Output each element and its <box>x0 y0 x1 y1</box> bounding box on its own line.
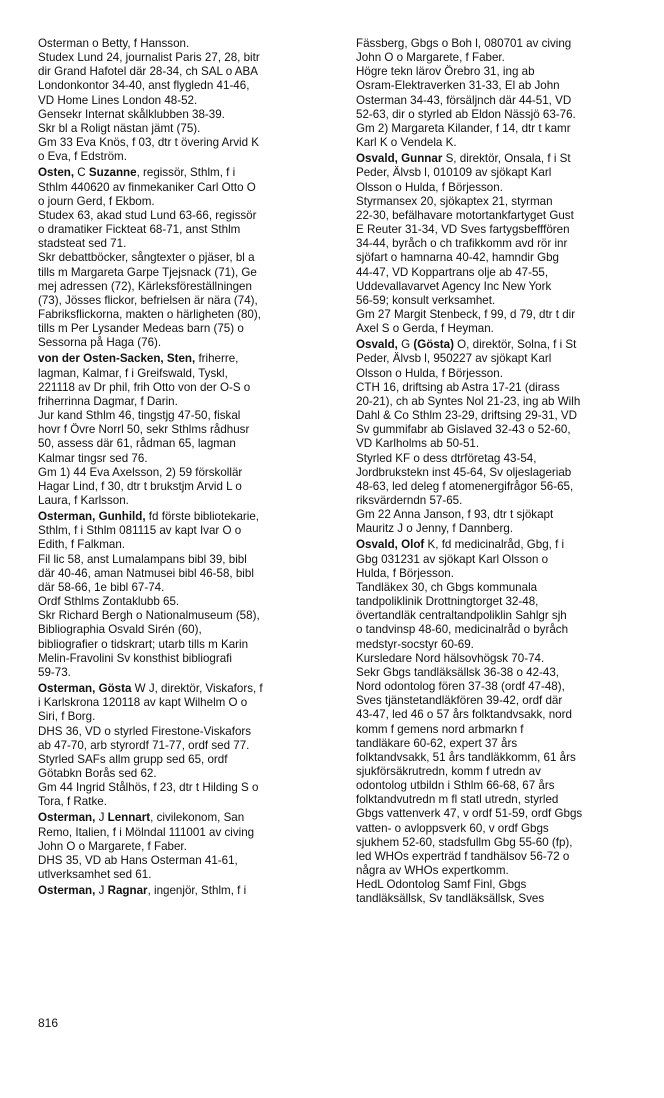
entry-heading-detail: , ingenjör, Sthlm, f i <box>147 884 247 898</box>
entry-text-line: 43-47, led 46 o 57 års folktandvsakk, nord <box>356 708 572 722</box>
entry-name: Osvald, Olof <box>356 538 425 552</box>
entry-text-line: i Karlskrona 120118 av kapt Wilhelm O o <box>38 696 248 710</box>
entry-text-line: Remo, Italien, f i Mölndal 111001 av civing <box>38 825 255 839</box>
entry-text-line: tandpoliklinik Drottningtorget 32-48, <box>356 595 539 609</box>
entry-heading-detail: W J, direktör, Viskafors, f <box>131 682 263 696</box>
entry-text-line: där 40-46, aman Natmusei bibl 46-58, bibl <box>38 566 254 580</box>
entry-text-line: Nord odontolog fören 37-38 (ordf 47-48), <box>356 680 565 694</box>
entry-text-line: Bibliographia Osvald Sirén (60), <box>38 623 202 637</box>
entry-text-line: Skr bl a Roligt nästan jämt (75). <box>38 121 201 135</box>
entry-heading-detail: , civilekonom, San <box>150 811 245 825</box>
biography-entry <box>356 152 662 336</box>
entry-text-line: Fil lic 58, anst Lumalampans bibl 39, bibl <box>38 552 247 566</box>
entry-text-line: Styrled KF o dess dtrföretag 43-54, <box>356 451 537 465</box>
entry-heading-line <box>38 352 340 366</box>
entry-name: Osterman, <box>38 811 96 825</box>
entry-text-line: Gbgs vattenverk 47, v ordf 51-59, ordf Gbgs <box>356 807 583 821</box>
entry-text-line: Fabriksflickorna, makten o härligheten (80), <box>38 307 261 321</box>
entry-name: Osterman, <box>38 884 96 898</box>
biography-entry <box>38 884 340 898</box>
entry-text-line: 52-63, dir o styrled ab Eldon Nässjö 63-76. <box>356 107 576 121</box>
entry-text-line: Olsson o Hulda, f Börjesson. <box>356 366 503 380</box>
entry-text-line: Kalmar tingsr sed 76. <box>38 451 148 465</box>
entry-heading-line <box>356 338 662 352</box>
entry-text-line: John O o Margarete, f Faber. <box>38 839 187 853</box>
biography-entry <box>356 338 662 536</box>
entry-heading-detail: K, fd medicinalråd, Gbg, f i <box>424 538 565 552</box>
left-column <box>38 37 340 900</box>
entry-text-line: Siri, f Borg. <box>38 710 96 724</box>
entry-text-line: tandläksällsk, Sv tandläksällsk, Sves <box>356 892 545 906</box>
entry-text-line: folktandvutredn m fl statl utredn, styrled <box>356 793 559 807</box>
entry-name: Osterman, Gösta <box>38 682 132 696</box>
entry-text-line: DHS 35, VD ab Hans Osterman 41-61, <box>38 853 238 867</box>
entry-text-line: Peder, Älvsb l, 010109 av sjökapt Karl <box>356 166 552 180</box>
entry-text-line: HedL Odontolog Samf Finl, Gbgs <box>356 878 527 892</box>
entry-text-line: Sv gummifabr ab Gislaved 32-43 o 52-60, <box>356 423 571 437</box>
entry-initials: G <box>397 338 414 352</box>
entry-text-line: Laura, f Karlsson. <box>38 494 129 507</box>
entry-text-line: Mauritz J o Jenny, f Dannberg. <box>356 522 514 536</box>
entry-text-line: John O o Margarete, f Faber. <box>356 51 505 65</box>
biography-entry <box>356 538 662 906</box>
entry-heading-line <box>38 884 340 898</box>
biography-entry <box>38 37 340 164</box>
entry-text-line: sjukhem 52-60, stadsfullm Gbg 55-60 (fp), <box>356 835 573 849</box>
entry-name: Osvald, <box>356 338 398 352</box>
entry-text-line: utlverksamhet sed 61. <box>38 868 152 882</box>
entry-text-line: Edith, f Falkman. <box>38 538 125 552</box>
entry-text-line: Styrmansex 20, sjökaptex 21, styrman <box>356 194 553 208</box>
entry-heading-detail: S, direktör, Onsala, f i St <box>442 152 571 166</box>
entry-name: Osten, <box>38 166 75 180</box>
entry-heading-line <box>38 166 340 180</box>
entry-text-line: E Reuter 31-34, VD Sves fartygsbefffören <box>356 223 570 237</box>
entry-text-line: Skr Richard Bergh o Nationalmuseum (58), <box>38 609 260 623</box>
entry-text-line: 221118 av Dr phil, frih Otto von der O-S o <box>38 380 251 394</box>
entry-name: Osvald, Gunnar <box>356 152 443 166</box>
entry-text-line: friherrinna Dagmar, f Darin. <box>38 394 178 408</box>
entry-text-line: stadsteat sed 71. <box>38 237 127 251</box>
entry-heading-line <box>38 811 340 825</box>
entry-text-line: Sessorna på Haga (76). <box>38 336 162 350</box>
entry-text-line: odontolog utbildn i Sthlm 66-68, 67 års <box>356 779 555 793</box>
entry-text-line: riksvärderndn 57-65. <box>356 494 463 507</box>
entry-text-line: o tandvinsp 48-60, medicinalråd o byråch <box>356 623 569 637</box>
entry-text-line: Studex Lund 24, journalist Paris 27, 28, bitr <box>38 51 260 65</box>
entry-text-line: mej adressen (72), Kärleksföreställningen <box>38 279 252 293</box>
entry-text-line: Tandläkex 30, ch Gbgs kommunala <box>356 580 538 594</box>
entry-text-line: Studex 63, akad stud Lund 63-66, regissör <box>38 208 257 222</box>
biography-entry <box>38 811 340 882</box>
entry-text-line: Jordbrukstekn inst 45-64, Sv oljeslageriab <box>356 465 572 479</box>
entry-text-line: Gm 44 Ingrid Stålhös, f 23, dtr t Hilding S o <box>38 781 259 795</box>
entry-text-line: o Eva, f Edström. <box>38 150 127 164</box>
entry-heading-detail: , regissör, Sthlm, f i <box>136 166 236 180</box>
entry-text-line: Skr debattböcker, sångtexter o pjäser, bl a <box>38 251 255 265</box>
biography-entry <box>38 352 340 508</box>
entry-text-line: Kursledare Nord hälsovhögsk 70-74. <box>356 651 545 665</box>
entry-text-line: Olsson o Hulda, f Börjesson. <box>356 180 503 194</box>
entry-text-line: 44-47, VD Koppartrans olje ab 47-55, <box>356 265 549 279</box>
entry-given-name: Suzanne <box>88 166 137 180</box>
entry-text-line: VD Karlholms ab 50-51. <box>356 437 480 451</box>
entry-text-line: Gm 33 Eva Knös, f 03, dtr t övering Arvid K <box>38 136 260 150</box>
entry-text-line: Jur kand Sthlm 46, tingstjg 47-50, fiskal <box>38 409 241 423</box>
entry-heading-line <box>356 538 662 552</box>
entry-text-line: led WHOs experträd f tandhälsov 56-72 o <box>356 849 570 863</box>
entry-text-line: DHS 36, VD o styrled Firestone-Viskafors <box>38 724 252 738</box>
entry-text-line: 22-30, befälhavare motortankfartyget Gust <box>356 208 574 222</box>
page-number: 816 <box>38 1016 59 1030</box>
entry-text-line: tills m Per Lysander Medeas barn (75) o <box>38 322 244 336</box>
entry-text-line: tandläkare 60-62, expert 37 års <box>356 736 518 750</box>
entry-text-line: Londonkontor 34-40, anst flygledn 41-46, <box>38 79 250 93</box>
entry-text-line: o dramatiker Fickteat 68-71, anst Sthlm <box>38 223 241 237</box>
entry-name: Osterman, Gunhild, <box>38 510 146 524</box>
entry-text-line: Gbg 031231 av sjökapt Karl Olsson o <box>356 552 549 566</box>
biography-entry <box>38 682 340 809</box>
entry-text-line: Gm 1) 44 Eva Axelsson, 2) 59 förskollär <box>38 465 243 479</box>
entry-text-line: Osterman o Betty, f Hansson. <box>38 37 190 50</box>
entry-text-line: vatten- o avloppsverk 60, v ordf Gbgs <box>356 821 549 835</box>
entry-given-name: Lennart <box>107 811 151 825</box>
entry-heading-line <box>38 682 340 696</box>
entry-text-line: Gm 2) Margareta Kilander, f 14, dtr t kamr <box>356 121 571 135</box>
entry-name: von der Osten-Sacken, Sten, <box>38 352 196 366</box>
entry-text-line: Styrled SAFs allm grupp sed 65, ordf <box>38 752 228 766</box>
entry-text-line: Götabkn Borås sed 62. <box>38 766 157 780</box>
entry-heading-line <box>38 510 340 524</box>
entry-text-line: 48-63, led deleg f atomenergifrågor 56-65, <box>356 479 574 493</box>
entry-text-line: Tora, f Ratke. <box>38 795 107 809</box>
entry-text-line: 20-21), ch ab Syntes Nol 21-23, ing ab Wilh <box>356 394 581 408</box>
entry-text-line: Sthlm, f i Sthlm 081115 av kapt Ivar O o <box>38 524 242 538</box>
entry-given-name: (Gösta) <box>413 338 454 352</box>
entry-text-line: Hagar Lind, f 30, dtr t brukstjm Arvid L o <box>38 479 242 493</box>
entry-text-line: dir Grand Hafotel där 28-34, ch SAL o ABA <box>38 65 258 79</box>
entry-text-line: 34-44, byråch o ch trafikkomm avd rör inr <box>356 237 568 251</box>
entry-text-line: övertandläk centraltandpoliklin Sahlgr sjh <box>356 609 567 623</box>
entry-text-line: Peder, Älvsb l, 950227 av sjökapt Karl <box>356 352 552 366</box>
entry-text-line: Ordf Sthlms Zontaklubb 65. <box>38 595 180 609</box>
entry-text-line: några av WHOs expertkomm. <box>356 864 509 878</box>
entry-heading-detail: fd förste bibliotekarie, <box>145 510 259 524</box>
entry-heading-detail: O, direktör, Solna, f i St <box>453 338 577 352</box>
entry-text-line: Osterman 34-43, försäljnch där 44-51, VD <box>356 93 572 107</box>
entry-text-line: Osram-Elektraverken 31-33, El ab John <box>356 79 560 93</box>
entry-text-line: folktandvsakk, 51 års tandläkkomm, 61 års <box>356 750 576 764</box>
entry-text-line: sjukförsäkrutredn, komm f utredn av <box>356 764 541 778</box>
entry-text-line: CTH 16, driftsing ab Astra 17-21 (dirass <box>356 380 560 394</box>
entry-heading-line <box>356 152 662 166</box>
entry-text-line: bibliografier o tidskrart; utarb tills m Karin <box>38 637 249 651</box>
entry-text-line: 59-73. <box>38 665 71 679</box>
entry-text-line: tills m Margareta Garpe Tjejsnack (71), Ge <box>38 265 257 279</box>
entry-text-line: 56-59; konsult verksamhet. <box>356 293 496 307</box>
entry-text-line: 50, assess där 61, rådman 65, lagman <box>38 437 236 451</box>
biography-entry <box>356 37 662 150</box>
entry-text-line: o journ Gerd, f Ekbom. <box>38 194 155 208</box>
entry-text-line: Fässberg, Gbgs o Boh l, 080701 av civing <box>356 37 572 50</box>
entry-initials: C <box>74 166 89 180</box>
entry-text-line: Sthlm 440620 av finmekaniker Carl Otto O <box>38 180 256 194</box>
entry-text-line: Hulda, f Börjesson. <box>356 566 454 580</box>
entry-text-line: Sekr Gbgs tandläksällsk 36-38 o 42-43, <box>356 665 560 679</box>
entry-text-line: ab 47-70, arb styrordf 71-77, ordf sed 77. <box>38 738 250 752</box>
entry-text-line: Melin-Fravolini Sv konsthist bibliografi <box>38 651 232 665</box>
entry-text-line: lagman, Kalmar, f i Greifswald, Tyskl, <box>38 366 228 380</box>
entry-initials: J <box>95 884 108 898</box>
entry-text-line: VD Home Lines London 48-52. <box>38 93 198 107</box>
entry-text-line: Uddevallavarvet Agency Inc New York <box>356 279 552 293</box>
entry-text-line: Gm 22 Anna Janson, f 93, dtr t sjökapt <box>356 508 554 522</box>
entry-text-line: där 58-66, 1e bibl 67-74. <box>38 580 165 594</box>
biography-entry <box>38 510 340 680</box>
entry-text-line: Karl K o Vendela K. <box>356 136 457 150</box>
entry-text-line: medstyr-socstyr 60-69. <box>356 637 474 651</box>
entry-given-name: Ragnar <box>107 884 148 898</box>
entry-text-line: komm f gemens nord arbmarkn f <box>356 722 524 736</box>
entry-heading-detail: friherre, <box>195 352 239 366</box>
entry-text-line: Dahl & Co Sthlm 23-29, driftsing 29-31, VD <box>356 409 578 423</box>
entry-text-line: Sves tjänstetandläkfören 39-42, ordf där <box>356 694 563 708</box>
entry-text-line: (73), Jösses flickor, befrielsen är nära (74), <box>38 293 258 307</box>
entry-text-line: Gensekr Internat skålklubben 38-39. <box>38 107 225 121</box>
entry-text-line: Högre tekn lärov Örebro 31, ing ab <box>356 65 535 79</box>
entry-text-line: hovr f Övre Norrl 50, sekr Sthlms rådhusr <box>38 423 250 437</box>
right-column <box>356 37 662 909</box>
entry-text-line: sjöfart o hamnarna 40-42, hamndir Gbg <box>356 251 560 265</box>
entry-text-line: Axel S o Gerda, f Heyman. <box>356 322 494 336</box>
biography-entry <box>38 166 340 350</box>
entry-initials: J <box>95 811 108 825</box>
entry-text-line: Gm 27 Margit Stenbeck, f 99, d 79, dtr t dir <box>356 307 576 321</box>
